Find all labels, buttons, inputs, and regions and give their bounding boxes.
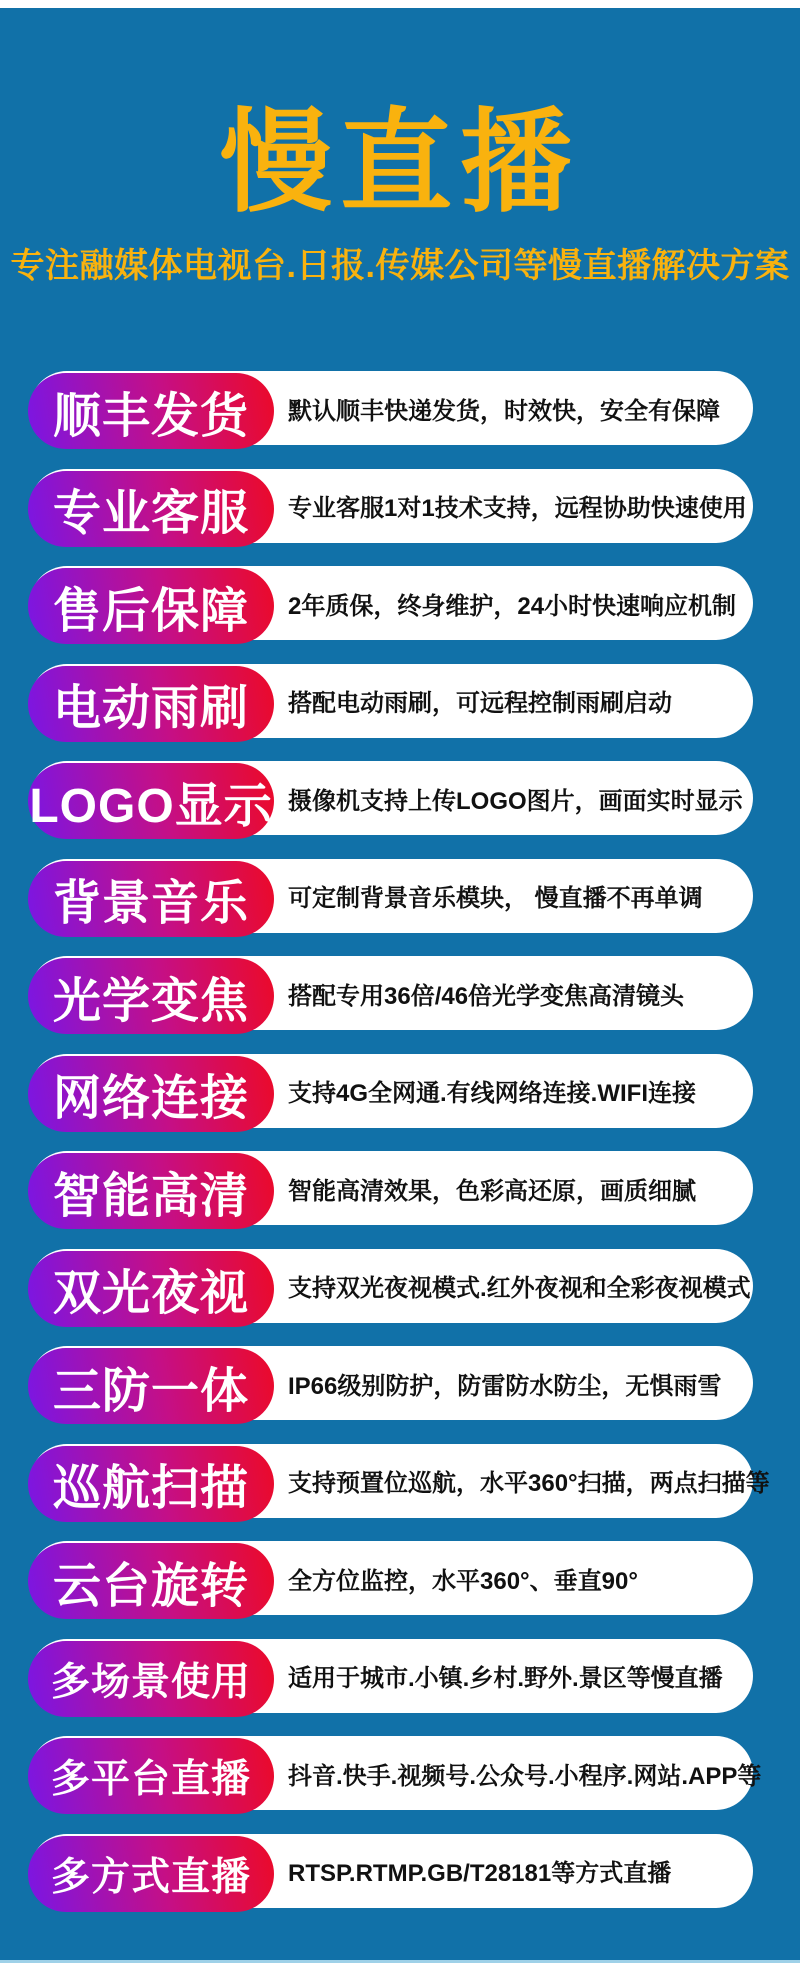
- feature-badge: [28, 373, 274, 449]
- feature-description: 2年质保，终身维护，24小时快速响应机制: [288, 592, 737, 620]
- feature-row: [0, 761, 800, 841]
- feature-badge: [28, 1153, 274, 1229]
- feature-badge-label: 专业客服: [52, 487, 249, 540]
- feature-badge: [28, 763, 274, 839]
- feature-badge: [28, 1836, 274, 1912]
- feature-row: [0, 1541, 800, 1621]
- feature-description: 抖音.快手.视频号.公众号.小程序.网站.APP等: [288, 1762, 762, 1790]
- feature-badge: [28, 1251, 274, 1327]
- page-subtitle: 专注融媒体电视台.日报.传媒公司等慢直播解决方案: [10, 247, 790, 285]
- feature-badge-label: 巡航扫描: [52, 1462, 249, 1515]
- feature-badge: [28, 958, 274, 1034]
- feature-description: IP66级别防护，防雷防水防尘，无惧雨雪: [288, 1372, 722, 1400]
- feature-badge-label: 光学变焦: [52, 974, 249, 1028]
- feature-description: 智能高清效果，色彩高还原，画质细腻: [288, 1177, 696, 1205]
- feature-badge-label: 智能高清: [52, 1169, 249, 1223]
- feature-badge: [28, 861, 274, 937]
- feature-badge-label: 多方式直播: [50, 1855, 251, 1899]
- feature-description: 支持预置位巡航，水平360°扫描，两点扫描等: [288, 1470, 770, 1497]
- feature-description: 可定制背景音乐模块， 慢直播不再单调: [288, 885, 703, 912]
- feature-row: [0, 566, 800, 646]
- feature-description: 默认顺丰快递发货，时效快，安全有保障: [288, 397, 720, 425]
- feature-badge-label: 电动雨刷: [52, 682, 249, 735]
- feature-description: 摄像机支持上传LOGO图片，画面实时显示: [288, 787, 743, 815]
- feature-badge-label: 三防一体: [52, 1364, 249, 1418]
- feature-badge: [28, 1348, 274, 1424]
- feature-row: [0, 1346, 800, 1426]
- feature-badge-label: 顺丰发货: [52, 389, 249, 443]
- feature-row: [0, 469, 800, 549]
- feature-description: 专业客服1对1技术支持，远程协助快速使用: [288, 495, 747, 522]
- feature-row: [0, 1736, 800, 1816]
- feature-description: 搭配专用36倍/46倍光学变焦高清镜头: [288, 982, 685, 1010]
- feature-badge-label: LOGO显示: [29, 779, 273, 833]
- feature-badge: [28, 1738, 274, 1814]
- feature-row: [0, 956, 800, 1036]
- feature-description: 支持4G全网通.有线网络连接.WIFI连接: [288, 1080, 696, 1107]
- feature-badge: [28, 568, 274, 644]
- feature-row: [0, 1151, 800, 1231]
- feature-row: [0, 859, 800, 939]
- feature-badge-label: 云台旋转: [52, 1559, 249, 1613]
- feature-badge-label: 多场景使用: [50, 1660, 251, 1704]
- feature-description: 搭配电动雨刷，可远程控制雨刷启动: [288, 690, 672, 717]
- feature-badge: [28, 1641, 274, 1717]
- feature-badge-label: 双光夜视: [52, 1267, 249, 1320]
- feature-row: [0, 664, 800, 744]
- feature-description: 全方位监控，水平360°、垂直90°: [288, 1567, 638, 1595]
- page-title: 慢直播: [220, 100, 580, 225]
- feature-badge-label: 售后保障: [52, 584, 249, 638]
- feature-row: [0, 1444, 800, 1524]
- feature-badge: [28, 471, 274, 547]
- feature-description: 适用于城市.小镇.乡村.野外.景区等慢直播: [288, 1665, 723, 1692]
- bottom-border: [0, 1963, 800, 1973]
- feature-row: [0, 1249, 800, 1329]
- feature-description: RTSP.RTMP.GB/T28181等方式直播: [288, 1860, 672, 1887]
- feature-badge-label: 背景音乐: [52, 877, 249, 930]
- feature-badge-label: 多平台直播: [50, 1758, 251, 1801]
- feature-badge: [28, 1056, 274, 1132]
- feature-row: [0, 1054, 800, 1134]
- feature-badge-label: 网络连接: [52, 1072, 249, 1125]
- feature-badge: [28, 1543, 274, 1619]
- feature-row: [0, 371, 800, 451]
- feature-badge: [28, 1446, 274, 1522]
- feature-row: [0, 1834, 800, 1914]
- feature-description: 支持双光夜视模式.红外夜视和全彩夜视模式: [288, 1275, 751, 1302]
- feature-badge: [28, 666, 274, 742]
- top-border: [0, 0, 800, 8]
- feature-row: [0, 1639, 800, 1719]
